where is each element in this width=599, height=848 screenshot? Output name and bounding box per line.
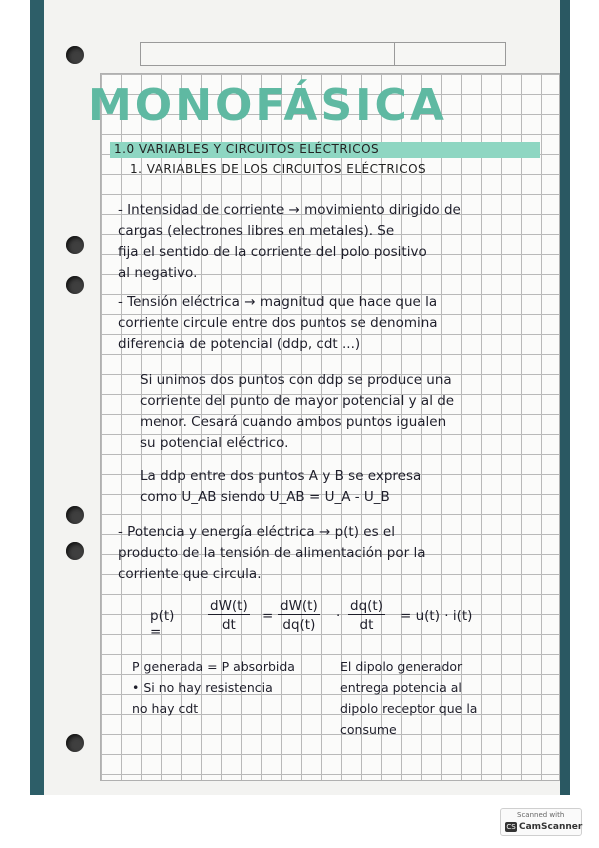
text-line: P generada = P absorbida (132, 659, 295, 674)
binder-edge-left (30, 0, 44, 795)
subsection-heading: 1. VARIABLES DE LOS CIRCUITOS ELÉCTRICOS (130, 162, 427, 176)
text-line: dipolo receptor que la (340, 701, 478, 716)
text-line: - Potencia y energía eléctrica → p(t) es el (118, 524, 395, 540)
text-line: diferencia de potencial (ddp, cdt ...) (118, 336, 361, 352)
text-line: La ddp entre dos puntos A y B se expresa (140, 468, 422, 484)
text-line: Si unimos dos puntos con ddp se produce una (140, 372, 452, 388)
punch-hole (66, 734, 84, 752)
text-line: El dipolo generador (340, 659, 463, 674)
camscanner-badge (500, 808, 582, 836)
header-divider (394, 43, 395, 65)
page-title: MONOFÁSICA (88, 80, 447, 131)
paragraph-intensidad (118, 200, 461, 284)
text-line: fija el sentido de la corriente del polo positivo (118, 244, 427, 260)
camscanner-name: CamScanner (519, 822, 583, 832)
note-bottom-left (132, 656, 295, 719)
text-line: • Si no hay resistencia (132, 680, 273, 695)
text-line: corriente que circula. (118, 566, 262, 582)
punch-hole (66, 276, 84, 294)
formula-equals: = (262, 608, 274, 624)
paragraph-tension (118, 292, 438, 355)
formula-rhs: = u(t) · i(t) (400, 608, 473, 624)
text-line: corriente circule entre dos puntos se denomina (118, 315, 438, 331)
text-line: corriente del punto de mayor potencial y al de (140, 393, 455, 409)
fraction-dw-dt (208, 598, 250, 633)
fraction-numerator: dW(t) (280, 598, 318, 614)
text-line: cargas (electrones libres en metales). Se (118, 223, 395, 239)
section-heading: 1.0 VARIABLES Y CIRCUITOS ELÉCTRICOS (114, 142, 380, 156)
fraction-numerator: dW(t) (210, 598, 248, 614)
punch-hole (66, 236, 84, 254)
binder-edge-right (560, 0, 570, 795)
text-line: al negativo. (118, 265, 198, 281)
paragraph-potencia (118, 522, 426, 585)
fraction-numerator: dq(t) (350, 598, 383, 614)
header-box (140, 42, 506, 66)
note-bottom-right (340, 656, 477, 740)
text-line: menor. Cesará cuando ambos puntos igualen (140, 414, 447, 430)
fraction-dq-dt (348, 598, 385, 633)
punch-hole (66, 542, 84, 560)
fraction-dw-dq (278, 598, 320, 633)
paragraph-ddp (140, 370, 454, 454)
text-line: no hay cdt (132, 701, 199, 716)
formula-lhs: p(t) = (150, 608, 175, 640)
text-line: - Intensidad de corriente → movimiento dirigido de (118, 202, 461, 218)
paragraph-expresion (140, 466, 421, 508)
punch-hole (66, 46, 84, 64)
text-line: entrega potencia al (340, 680, 462, 695)
formula-dot: · (336, 608, 341, 624)
fraction-denominator: dt (221, 617, 236, 633)
text-line: consume (340, 722, 397, 737)
camscanner-logo-icon: CS (506, 823, 516, 831)
fraction-denominator: dq(t) (282, 617, 316, 633)
punch-hole (66, 506, 84, 524)
fraction-denominator: dt (359, 617, 374, 633)
text-line: su potencial eléctrico. (140, 435, 289, 451)
text-line: como U_AB siendo U_AB = U_A - U_B (140, 489, 390, 505)
text-line: - Tensión eléctrica → magnitud que hace que la (118, 294, 438, 310)
scanned-with-text: Scanned with (517, 811, 565, 819)
text-line: producto de la tensión de alimentación por la (118, 545, 426, 561)
